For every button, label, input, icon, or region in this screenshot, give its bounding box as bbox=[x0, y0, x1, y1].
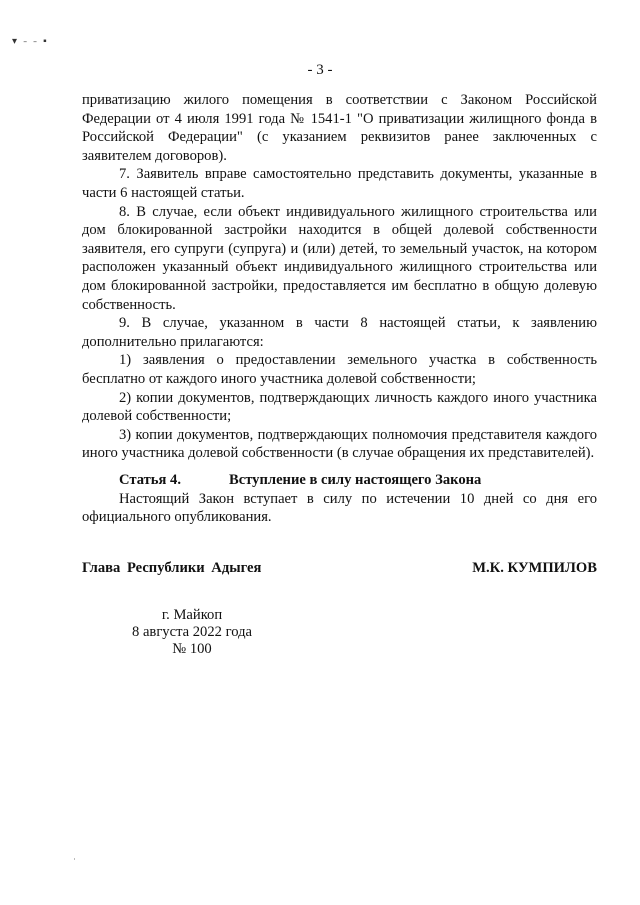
article-number: Статья 4. bbox=[119, 472, 181, 488]
list-item-3: 3) копии документов, подтверждающих полномочия представителя каждого иного участника долевой собственности (в случае обращения их представителей). bbox=[82, 426, 597, 462]
body-text bbox=[82, 91, 597, 463]
scan-marks: ▾ ˗ ˗ ▪ bbox=[12, 36, 49, 47]
signatory-name: М.К. КУМПИЛОВ bbox=[472, 560, 597, 576]
article-heading bbox=[119, 471, 597, 490]
scan-dot bbox=[74, 858, 75, 860]
paragraph-part-7: 7. Заявитель вправе самостоятельно представить документы, указанные в части 6 настоящей статьи. bbox=[82, 166, 597, 201]
list-item-1: 1) заявления о предоставлении земельного участка в собственность бесплатно от каждого иного участника долевой собственности; bbox=[82, 352, 597, 387]
article-4 bbox=[82, 471, 597, 527]
list-item-2: 2) копии документов, подтверждающих личность каждого иного участника долевой собственности; bbox=[82, 389, 597, 425]
signatory-position: Глава Республики Адыгея bbox=[82, 560, 262, 576]
paragraph-part-8: 8. В случае, если объект индивидуального жилищного строительства или дом блокированной застройки находится в общей долевой собственности заявителя, его супруги (супруга) и (или) детей, то земельный участок, на котором расположен указанный объект индивидуального жилищного строительства или дом блокированной застройки, предоставляется им бесплатно в общую долевую собственность. bbox=[82, 203, 597, 313]
page-number: - 3 - bbox=[307, 62, 333, 78]
date: 8 августа 2022 года bbox=[132, 624, 252, 640]
article-text: Настоящий Закон вступает в силу по истечении 10 дней со дня его официального опубликования. bbox=[82, 490, 597, 526]
paragraph-continuation: приватизацию жилого помещения в соответствии с Законом Российской Федерации от 4 июля 1991 года № 1541-1 "О приватизации жилищного фонда в Российской Федерации" (с указанием реквизитов ранее заключенных с заявителем договоров). bbox=[82, 92, 597, 164]
law-number: № 100 bbox=[172, 641, 212, 657]
paragraph-part-9: 9. В случае, указанном в части 8 настоящей статьи, к заявлению дополнительно прилагаются: bbox=[82, 315, 597, 350]
city: г. Майкоп bbox=[161, 607, 223, 623]
article-title: Вступление в силу настоящего Закона bbox=[229, 472, 482, 488]
place-date-block bbox=[112, 607, 272, 658]
